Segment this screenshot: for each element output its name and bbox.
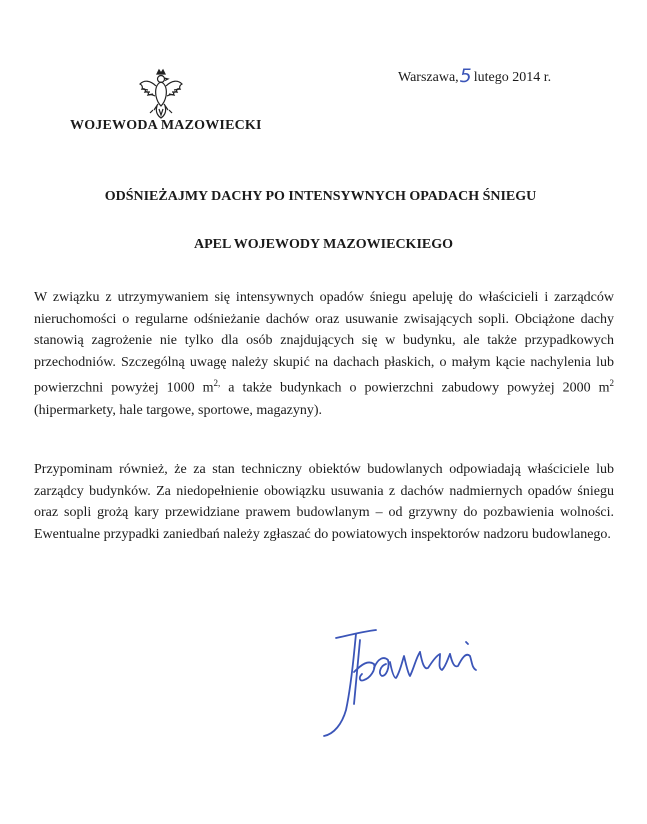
superscript-1: 2, [213, 378, 221, 389]
paragraph-1-text-c: (hipermarkety, hale targowe, sportowe, magazyny). [34, 402, 323, 418]
superscript-2: 2 [609, 378, 614, 389]
document-title: ODŚNIEŻAJMY DACHY PO INTENSYWNYCH OPADACH ŚNIEGU [104, 189, 537, 204]
paragraph-1 [34, 287, 614, 421]
date-line [398, 64, 551, 86]
paragraph-2: Przypominam również, że za stan techniczny obiektów budowlanych odpowiadają właściciele lub zarządcy budynków. Za niedopełnienie obowiązku usuwania z dachów nadmiernych opadów śniegu oraz sopli grożą kary przewidziane prawem budowlanym – od grzywny do pozbawienia wolności. Ewentualne przypadki zaniedbań należy zgłaszać do powiatowych inspektorów nadzoru budowlanego. [34, 462, 614, 542]
handwritten-signature [316, 612, 496, 744]
eagle-emblem-icon [138, 68, 184, 120]
document-subtitle: APEL WOJEWODY MAZOWIECKIEGO [193, 237, 454, 252]
date-day-handwritten: 5 [459, 65, 472, 87]
paragraph-1-text-a: W związku z utrzymywaniem się intensywnych opadów śniegu apeluję do właścicieli i zarządców nieruchomości o regularne odśnieżanie dachów oraz usuwanie zwisających sopli. Obciążone dachy stanowią zagrożenie nie tylko dla osób znajdujących się w budynku, ale także przypadkowych przechodniów. Szczególną uwagę należy skupić na dachach płaskich, o małym kącie nachylenia lub powierzchni powyżej 1000 m [34, 290, 614, 397]
date-city: Warszawa, [398, 70, 459, 85]
paragraph-1-text-b: a także budynkach o powierzchni zabudowy powyżej 2000 m [220, 381, 610, 397]
office-title: WOJEWODA MAZOWIECKI [70, 118, 262, 133]
date-month-year: lutego 2014 r. [473, 70, 552, 85]
